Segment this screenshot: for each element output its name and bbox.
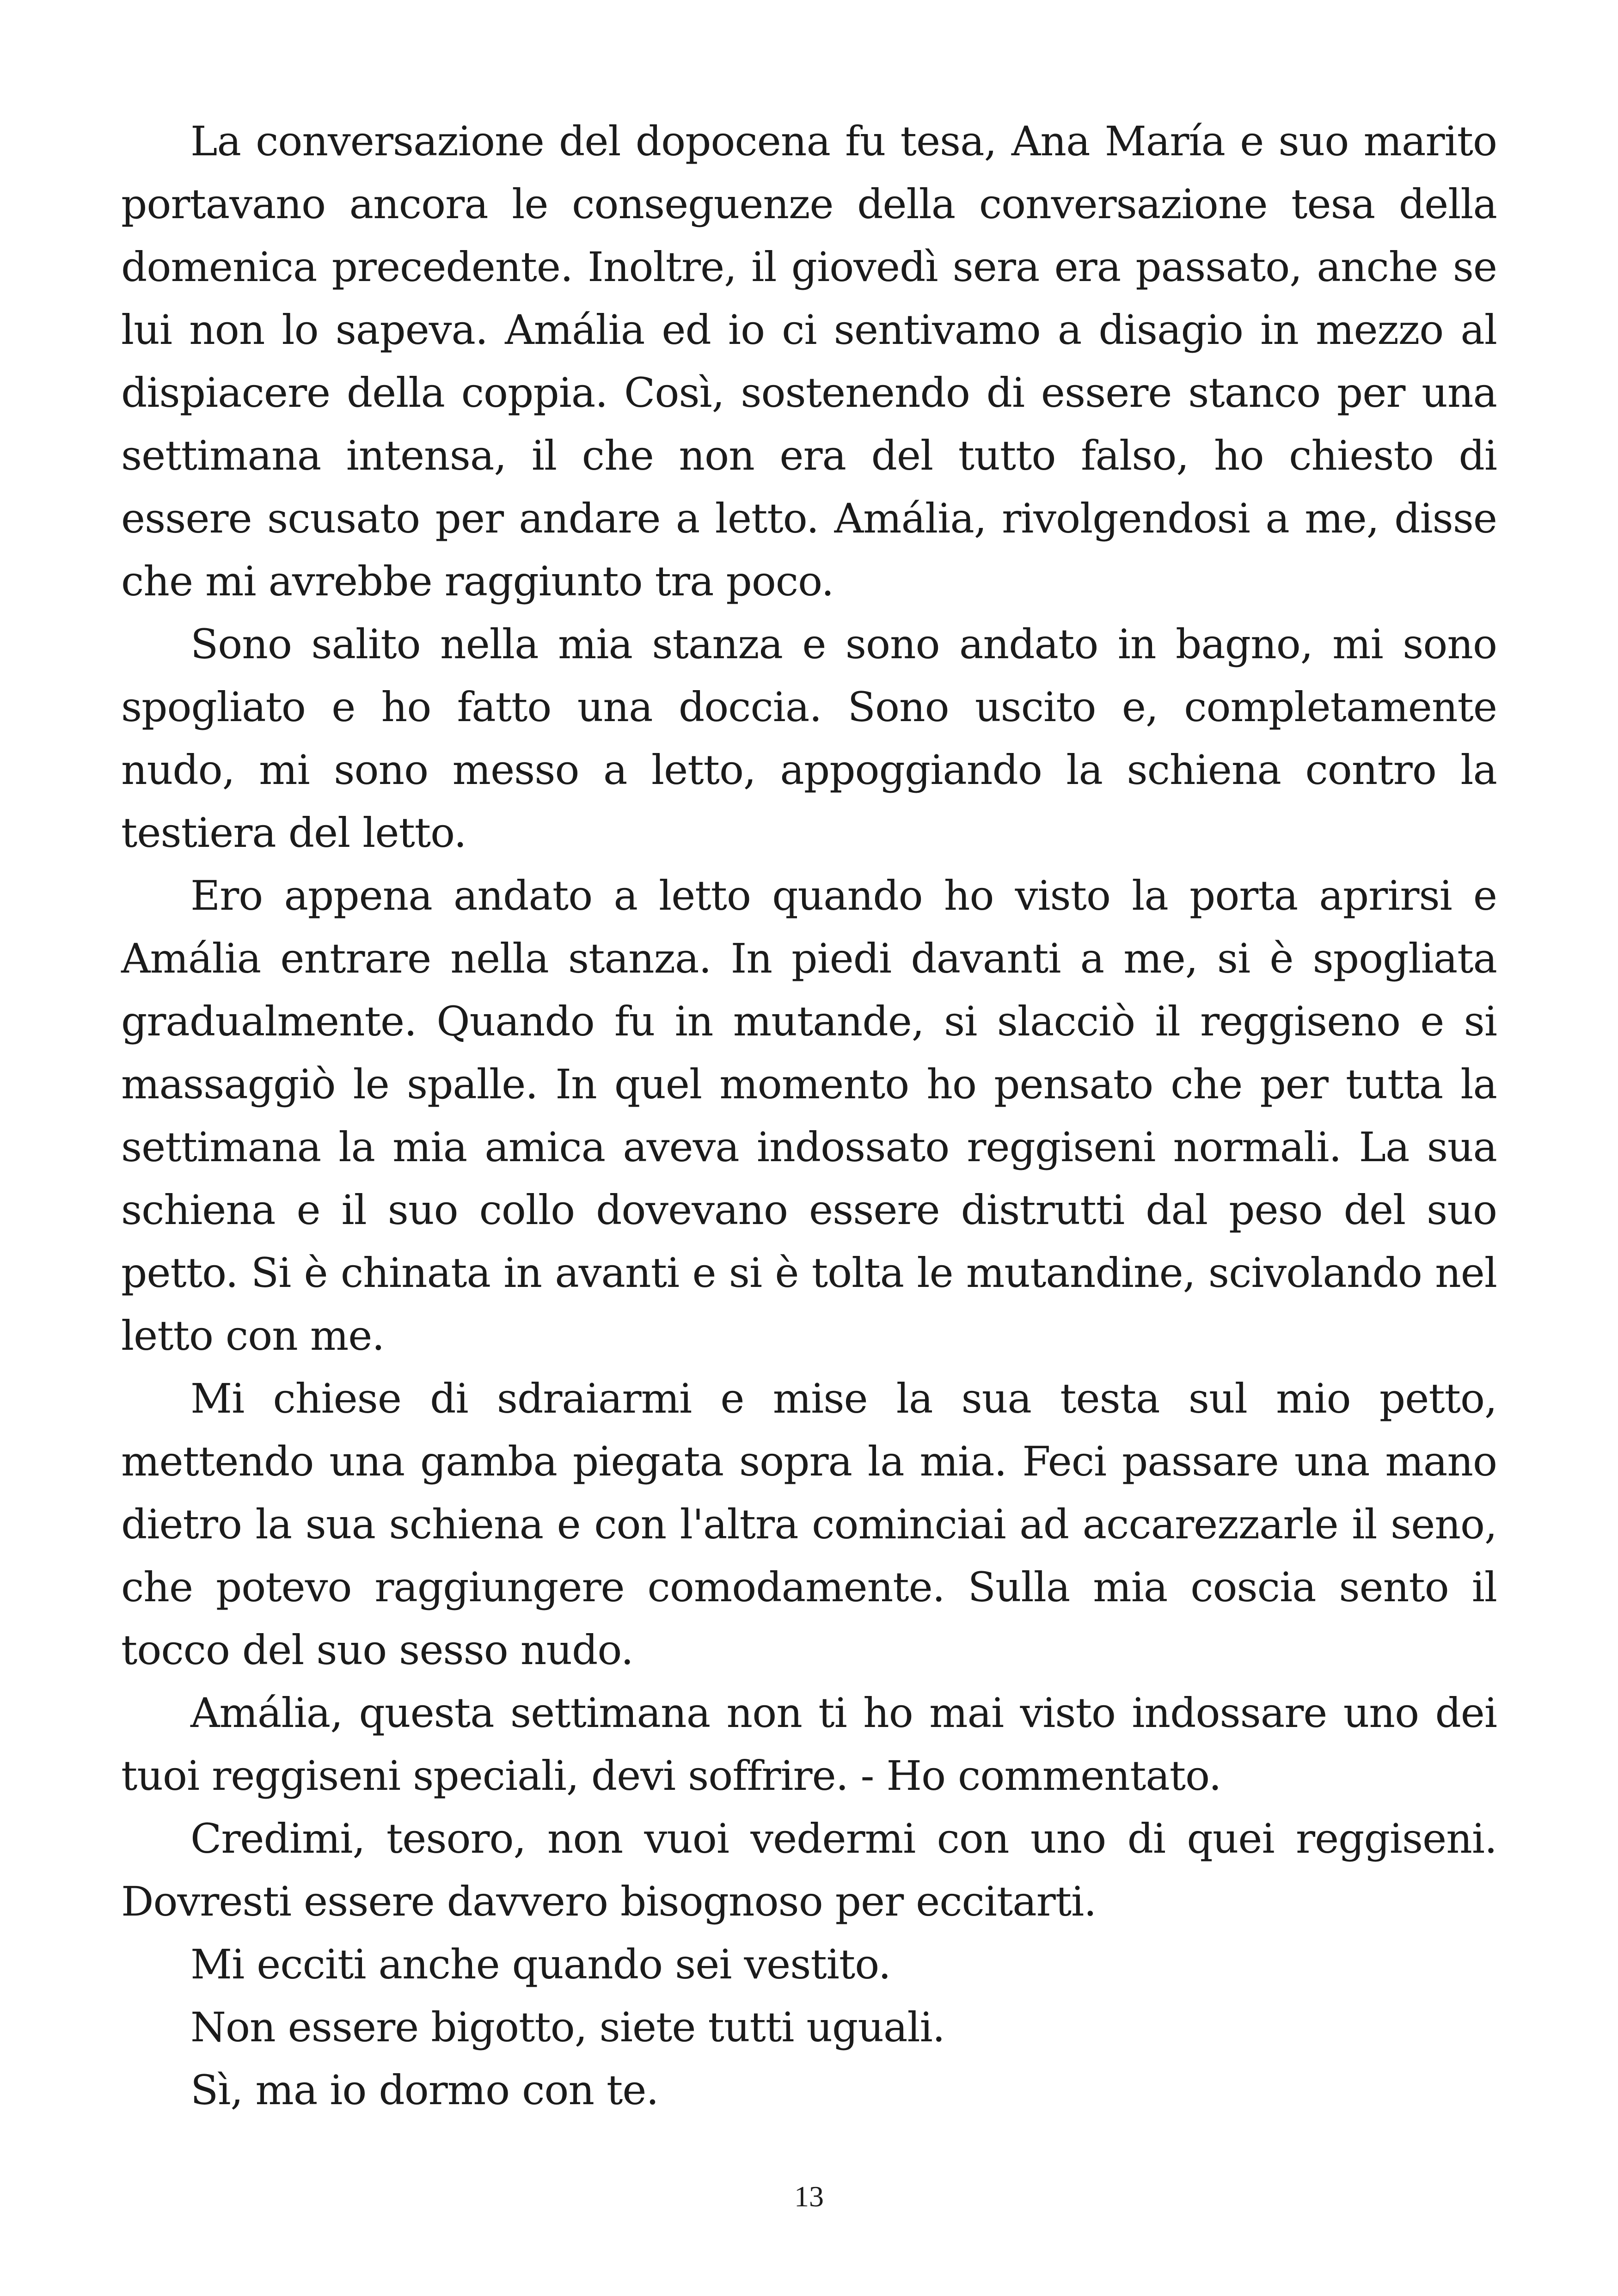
paragraph: Credimi, tesoro, non vuoi vedermi con uno di quei reggiseni. Dovresti essere davvero bisognoso per eccitarti.	[121, 1815, 1497, 1925]
page-number: 13	[794, 2180, 824, 2213]
paragraph: Ero appena andato a letto quando ho visto la porta aprirsi e Amália entrare nella stanza. In piedi davanti a me, si è spogliata gradualmente. Quando fu in mutande, si slacciò il reggiseno e si massaggiò le spalle. In quel momento ho pensato che per tutta la settimana la mia amica aveva indossato reggiseni normali. La sua schiena e il suo collo dovevano essere distrutti dal peso del suo petto. Si è chinata in avanti e si è tolta le mutandine, scivolando nel letto con me.	[121, 872, 1497, 1359]
paragraph: Non essere bigotto, siete tutti uguali.	[190, 2003, 945, 2051]
paragraph: Amália, questa settimana non ti ho mai visto indossare uno dei tuoi reggiseni speciali, devi soffrire. - Ho commentato.	[121, 1689, 1497, 1800]
paragraph: Sì, ma io dormo con te.	[190, 2066, 659, 2114]
paragraph: Sono salito nella mia stanza e sono andato in bagno, mi sono spogliato e ho fatto una doccia. Sono uscito e, completamente nudo, mi sono messo a letto, appoggiando la schiena contro la testiera del letto.	[121, 620, 1497, 857]
paragraph: Mi ecciti anche quando sei vestito.	[190, 1941, 891, 1988]
paragraph: La conversazione del dopocena fu tesa, Ana María e suo marito portavano ancora le conseguenze della conversazione tesa della domenica precedente. Inoltre, il giovedì sera era passato, anche se lui non lo sapeva. Amália ed io ci sentivamo a disagio in mezzo al dispiacere della coppia. Così, sostenendo di essere stanco per una settimana intensa, il che non era del tutto falso, ho chiesto di essere scusato per andare a letto. Amália, rivolgendosi a me, disse che mi avrebbe raggiunto tra poco.	[121, 117, 1497, 605]
body-text	[121, 110, 1497, 2122]
paragraph: Mi chiese di sdraiarmi e mise la sua testa sul mio petto, mettendo una gamba piegata sopra la mia. Feci passare una mano dietro la sua schiena e con l'altra cominciai ad accarezzarle il seno, che potevo raggiungere comodamente. Sulla mia coscia sento il tocco del suo sesso nudo.	[121, 1375, 1497, 1674]
